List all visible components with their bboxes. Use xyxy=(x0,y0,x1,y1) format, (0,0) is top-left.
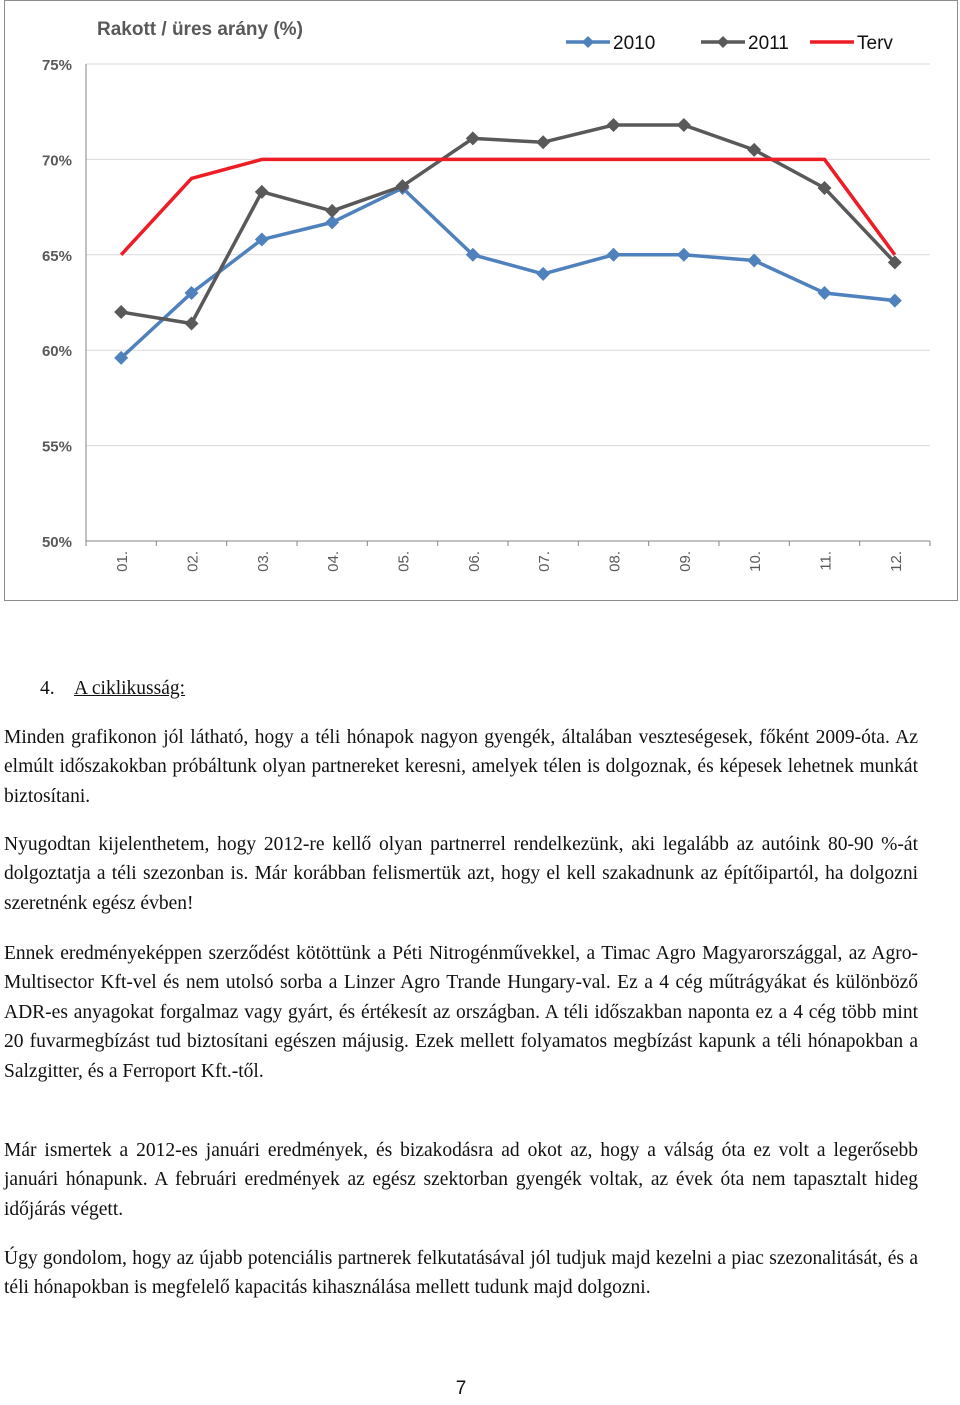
y-tick-label: 50% xyxy=(41,534,72,551)
x-tick-label: 04. xyxy=(325,551,343,572)
paragraph-5: Úgy gondolom, hogy az újabb potenciális partnerek felkutatásával jól tudjuk majd kezelni a piac szezonalitását, és a téli hónapokban is megfelelő kapacitás kihasználása mellett tudunk majd dolgozni. xyxy=(4,1248,918,1299)
x-tick-label: 01. xyxy=(114,551,132,572)
x-tick-label: 03. xyxy=(254,551,272,572)
x-tick-label: 10. xyxy=(747,551,765,572)
paragraph-4: Már ismertek a 2012-es januári eredmények, és bizakodásra ad okot az, hogy a válság óta ez volt a legerősebb januári hónapunk. A februári eredmények az egész szektorban gyengék voltak, az évek óta nem tapasztalt hideg időjárás végett. xyxy=(4,1140,918,1220)
x-tick-label: 02. xyxy=(184,551,202,572)
chart-title: Rakott / üres arány (%) xyxy=(97,19,303,40)
x-tick-label: 09. xyxy=(676,551,694,572)
x-tick-label: 07. xyxy=(536,551,554,572)
chart-svg xyxy=(4,0,958,601)
x-tick-label: 12. xyxy=(887,551,905,572)
paragraph-2: Nyugodtan kijelenthetem, hogy 2012-re kellő olyan partnerrel rendelkezünk, aki legalább az autóink 80-90 %-át dolgoztatja a téli szezonban is. Már korábban felismertük azt, hogy el kell szakadnunk az építőipartól, ha dolgozni szeretnénk egész évben! xyxy=(4,834,918,914)
y-tick-label: 55% xyxy=(41,438,72,456)
y-tick-label: 70% xyxy=(41,152,72,170)
legend-label-2011: 2011 xyxy=(748,33,789,54)
y-tick-label: 60% xyxy=(41,343,72,361)
y-tick-label: 75% xyxy=(41,57,72,74)
page-number: 7 xyxy=(455,1378,467,1399)
paragraph-1: Minden grafikonon jól látható, hogy a téli hónapok nagyon gyengék, általában veszteségesek, főként 2009-óta. Az elmúlt időszakokban próbáltunk olyan partnereket keresni, amelyek télen is dolgoznak, és képesek lehetnek munkát biztosítani. xyxy=(4,727,918,807)
x-tick-label: 06. xyxy=(465,551,483,572)
x-tick-label: 05. xyxy=(395,551,413,572)
y-tick-label: 65% xyxy=(41,247,72,265)
legend-label-2010: 2010 xyxy=(613,33,656,54)
legend-label-Terv: Terv xyxy=(857,33,893,54)
chart-border xyxy=(5,1,958,601)
section-number: 4. xyxy=(40,678,55,699)
section-title: A ciklikusság: xyxy=(74,678,186,699)
section-heading xyxy=(40,674,185,703)
x-tick-label: 11. xyxy=(817,551,835,571)
x-tick-label: 08. xyxy=(606,551,624,572)
chart xyxy=(4,0,958,601)
paragraph-3: Ennek eredményeképpen szerződést kötöttünk a Péti Nitrogénművekkel, a Timac Agro Magyarországgal, az Agro-Multisector Kft-vel és nem utolsó sorba a Linzer Agro Trande Hungary-val. Ez a 4 cég műtrágyákat és különböző ADR-es anyagokat forgalmaz vagy gyárt, és értékesít az országban. A téli időszakban naponta ez a 4 cég több mint 20 fuvarmegbízást tud biztosítani egészen májusig. Ezek mellett folyamatos megbízást kapunk a téli hónapokban a Salzgitter, és a Ferroport Kft.-től. xyxy=(4,943,918,1082)
